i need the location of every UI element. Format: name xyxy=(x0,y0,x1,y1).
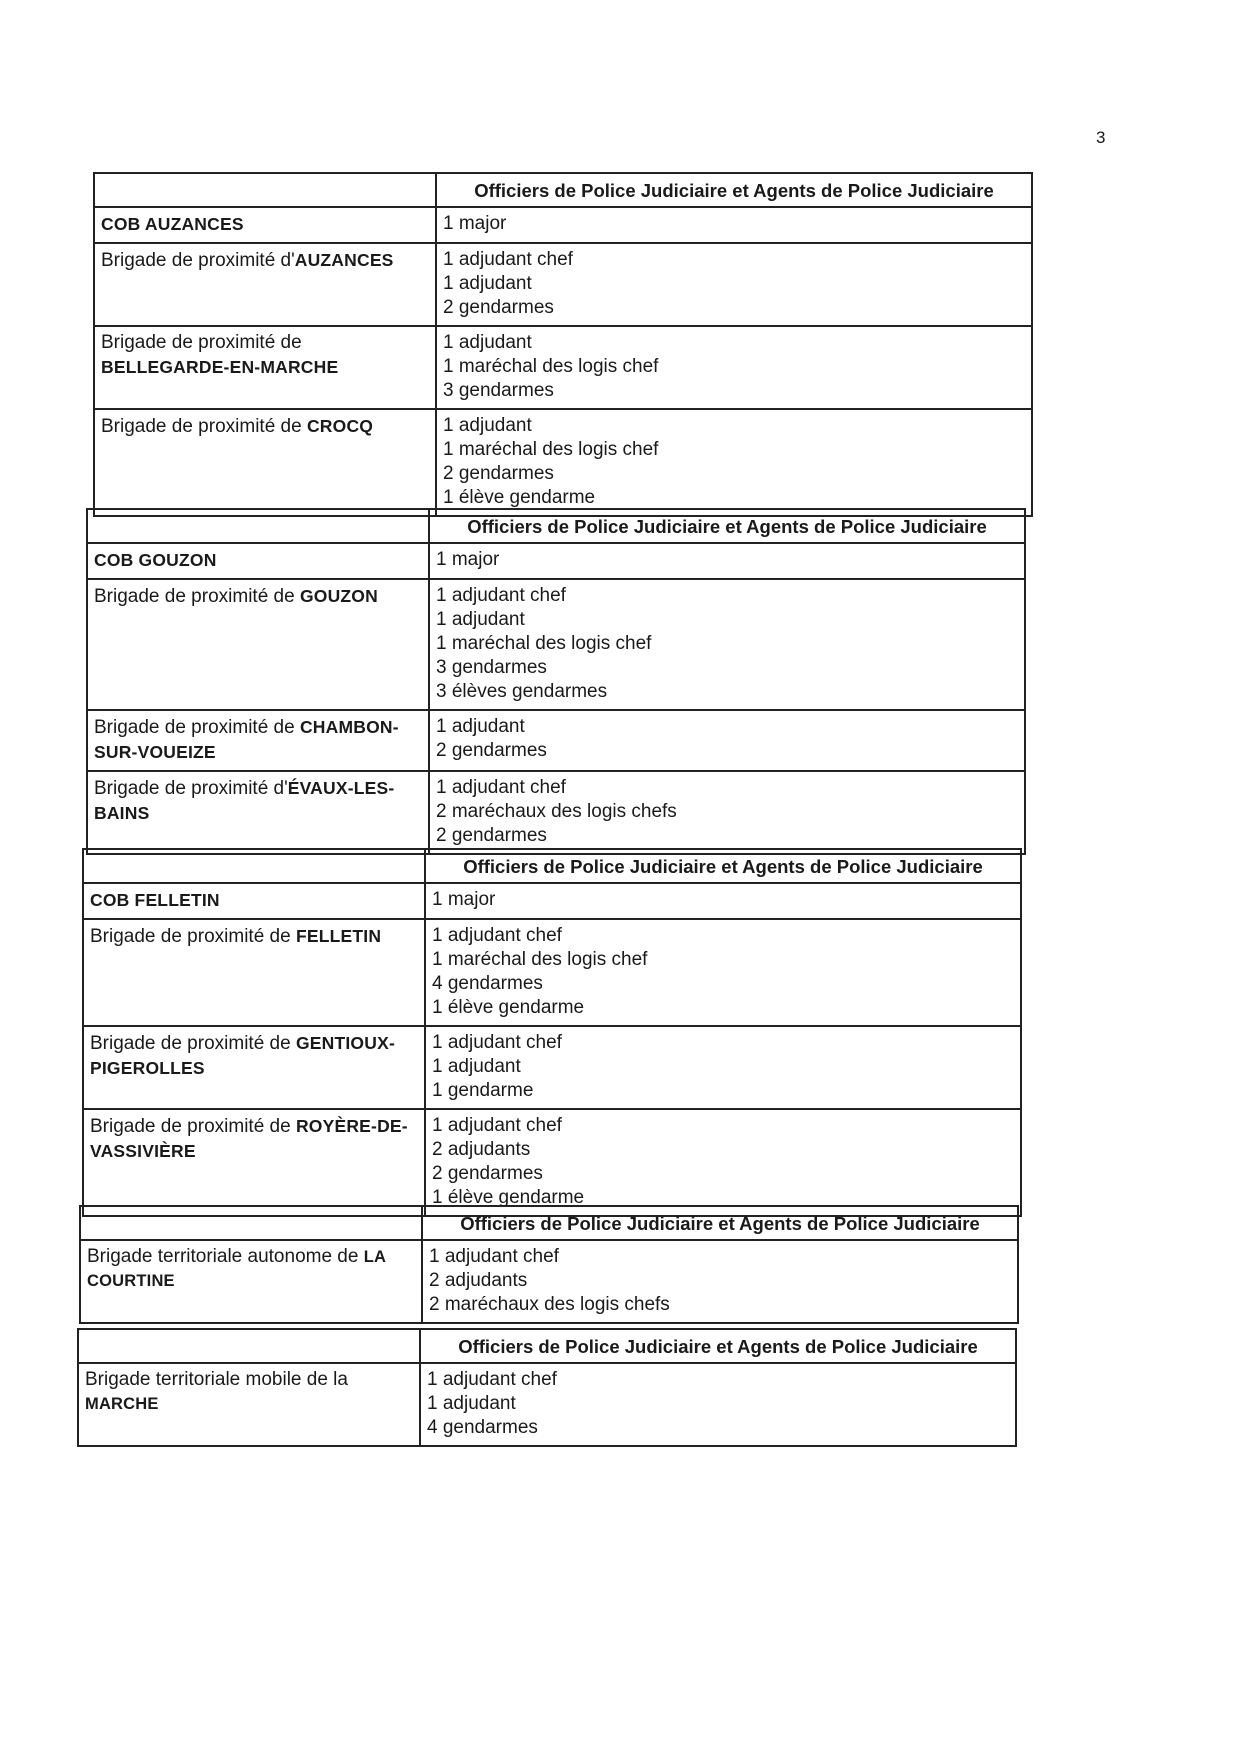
table-header-row xyxy=(80,1206,1018,1240)
table-row xyxy=(83,883,1021,919)
unit-cell xyxy=(83,1026,425,1109)
staff-line: 1 adjudant xyxy=(443,273,532,294)
unit-prefix: Brigade de proximité de xyxy=(90,926,296,947)
staff-line: 2 gendarmes xyxy=(443,463,554,484)
staff-line: 2 adjudants xyxy=(429,1270,528,1291)
table-header-row xyxy=(87,509,1025,543)
staff-line: 1 adjudant chef xyxy=(427,1369,557,1390)
unit-name: COB FELLETIN xyxy=(90,890,220,910)
staff-line: 1 adjudant chef xyxy=(436,777,566,798)
staff-line: 1 major xyxy=(443,213,507,234)
table-row xyxy=(83,919,1021,1026)
staff-line: 3 élèves gendarmes xyxy=(436,681,608,702)
staff-line: 1 adjudant xyxy=(436,609,525,630)
unit-prefix: Brigade territoriale autonome de xyxy=(87,1246,364,1267)
staff-line: 3 gendarmes xyxy=(443,380,554,401)
unit-name: CROCQ xyxy=(306,416,374,436)
table-row xyxy=(80,1240,1018,1323)
table-cob-auzances xyxy=(93,172,1033,517)
unit-cell xyxy=(94,409,436,516)
staff-cell xyxy=(425,883,1021,919)
staff-line: 1 adjudant xyxy=(436,716,525,737)
staff-line: 2 gendarmes xyxy=(443,297,554,318)
unit-prefix: Brigade de proximité de xyxy=(101,416,307,437)
column-header: Officiers de Police Judiciaire et Agents de Police Judiciaire xyxy=(429,509,1025,543)
empty-header-cell xyxy=(94,173,436,207)
staff-line: 1 maréchal des logis chef xyxy=(432,949,648,970)
staff-line: 1 adjudant chef xyxy=(436,585,566,606)
staff-line: 2 gendarmes xyxy=(436,740,547,761)
staff-cell xyxy=(425,919,1021,1026)
staff-line: 1 major xyxy=(436,549,500,570)
unit-name: COB GOUZON xyxy=(94,550,217,570)
unit-prefix: Brigade territoriale mobile de la xyxy=(85,1369,348,1390)
staff-line: 2 gendarmes xyxy=(432,1163,543,1184)
unit-prefix: Brigade de proximité d' xyxy=(94,778,288,799)
staff-cell xyxy=(429,579,1025,710)
column-header: Officiers de Police Judiciaire et Agents de Police Judiciaire xyxy=(422,1206,1018,1240)
unit-cell xyxy=(78,1363,420,1446)
table-la-courtine xyxy=(79,1205,1019,1324)
staff-line: 1 adjudant xyxy=(427,1393,516,1414)
unit-name: COB AUZANCES xyxy=(101,214,244,234)
staff-line: 2 maréchaux des logis chefs xyxy=(436,801,677,822)
staff-cell xyxy=(436,326,1032,409)
column-header: Officiers de Police Judiciaire et Agents de Police Judiciaire xyxy=(436,173,1032,207)
staff-cell xyxy=(436,243,1032,326)
table-row xyxy=(87,543,1025,579)
staff-line: 1 élève gendarme xyxy=(443,487,596,508)
staff-line: 2 maréchaux des logis chefs xyxy=(429,1294,670,1315)
table-header-row xyxy=(78,1329,1016,1363)
table-header-row xyxy=(94,173,1032,207)
unit-name: LA COURTINE xyxy=(87,1248,386,1290)
unit-name: CHAMBON-SUR-VOUEIZE xyxy=(94,717,399,762)
unit-prefix: Brigade de proximité de xyxy=(94,717,300,738)
unit-name: AUZANCES xyxy=(294,250,394,270)
table-row xyxy=(87,771,1025,854)
unit-cell xyxy=(87,771,429,854)
page-number: 3 xyxy=(1096,128,1106,147)
unit-name: GOUZON xyxy=(299,586,378,606)
unit-name: FELLETIN xyxy=(295,926,382,946)
column-header: Officiers de Police Judiciaire et Agents de Police Judiciaire xyxy=(425,849,1021,883)
staff-line: 1 adjudant xyxy=(432,1056,521,1077)
empty-header-cell xyxy=(78,1329,420,1363)
staff-line: 2 adjudants xyxy=(432,1139,531,1160)
staff-cell xyxy=(429,710,1025,771)
staff-line: 1 adjudant chef xyxy=(443,249,573,270)
staff-line: 1 adjudant chef xyxy=(432,925,562,946)
staff-cell xyxy=(425,1109,1021,1216)
unit-prefix: Brigade de proximité de xyxy=(90,1033,296,1054)
table-row xyxy=(87,710,1025,771)
staff-line: 1 major xyxy=(432,889,496,910)
unit-cell xyxy=(83,1109,425,1216)
staff-line: 1 maréchal des logis chef xyxy=(443,439,659,460)
staff-line: 1 adjudant chef xyxy=(429,1246,559,1267)
unit-name: ÉVAUX-LES-BAINS xyxy=(94,778,395,823)
unit-name: MARCHE xyxy=(85,1395,159,1413)
table-header-row xyxy=(83,849,1021,883)
table-row xyxy=(94,207,1032,243)
empty-header-cell xyxy=(83,849,425,883)
staff-line: 1 adjudant chef xyxy=(432,1115,562,1136)
staff-cell xyxy=(425,1026,1021,1109)
empty-header-cell xyxy=(87,509,429,543)
column-header: Officiers de Police Judiciaire et Agents de Police Judiciaire xyxy=(420,1329,1016,1363)
table-marche xyxy=(77,1328,1017,1447)
unit-cell xyxy=(87,543,429,579)
unit-cell xyxy=(94,243,436,326)
table-row xyxy=(78,1363,1016,1446)
staff-line: 1 maréchal des logis chef xyxy=(436,633,652,654)
staff-line: 1 maréchal des logis chef xyxy=(443,356,659,377)
unit-name: BELLEGARDE-EN-MARCHE xyxy=(101,357,339,377)
table-cob-felletin xyxy=(82,848,1022,1217)
staff-line: 3 gendarmes xyxy=(436,657,547,678)
unit-prefix: Brigade de proximité de xyxy=(101,332,302,353)
unit-cell xyxy=(83,883,425,919)
staff-cell xyxy=(429,771,1025,854)
staff-cell xyxy=(436,207,1032,243)
table-row xyxy=(87,579,1025,710)
staff-cell xyxy=(429,543,1025,579)
staff-cell xyxy=(420,1363,1016,1446)
staff-cell xyxy=(422,1240,1018,1323)
table-row xyxy=(83,1026,1021,1109)
table-row xyxy=(94,243,1032,326)
staff-line: 1 adjudant xyxy=(443,332,532,353)
table-cob-gouzon xyxy=(86,508,1026,855)
staff-line: 1 gendarme xyxy=(432,1080,534,1101)
unit-cell xyxy=(87,710,429,771)
unit-cell xyxy=(83,919,425,1026)
unit-prefix: Brigade de proximité d' xyxy=(101,250,295,271)
unit-prefix: Brigade de proximité de xyxy=(90,1116,296,1137)
unit-cell xyxy=(80,1240,422,1323)
table-row xyxy=(83,1109,1021,1216)
table-row xyxy=(94,326,1032,409)
unit-name: ROYÈRE-DE-VASSIVIÈRE xyxy=(90,1116,408,1161)
staff-line: 4 gendarmes xyxy=(427,1417,538,1438)
unit-cell xyxy=(94,326,436,409)
unit-cell xyxy=(94,207,436,243)
staff-line: 1 adjudant xyxy=(443,415,532,436)
staff-cell xyxy=(436,409,1032,516)
unit-cell xyxy=(87,579,429,710)
table-row xyxy=(94,409,1032,516)
staff-line: 1 adjudant chef xyxy=(432,1032,562,1053)
staff-line: 1 élève gendarme xyxy=(432,1187,585,1208)
staff-line: 1 élève gendarme xyxy=(432,997,585,1018)
unit-prefix: Brigade de proximité de xyxy=(94,586,300,607)
staff-line: 4 gendarmes xyxy=(432,973,543,994)
staff-line: 2 gendarmes xyxy=(436,825,547,846)
empty-header-cell xyxy=(80,1206,422,1240)
unit-name: GENTIOUX-PIGEROLLES xyxy=(90,1033,395,1078)
